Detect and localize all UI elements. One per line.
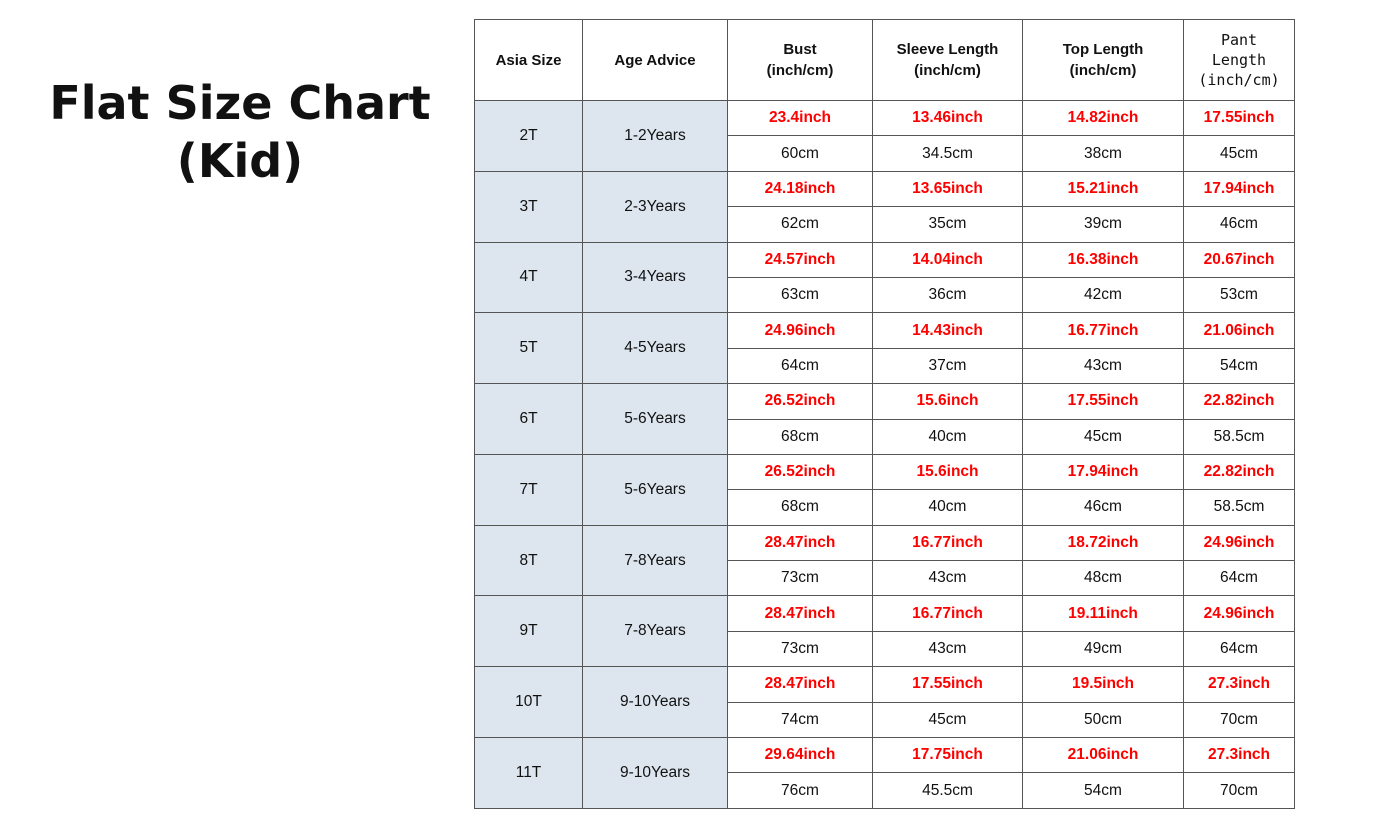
inch-value-cell: 16.77inch [1023,313,1184,348]
age-cell: 3-4Years [583,242,728,313]
inch-value-cell: 18.72inch [1023,525,1184,560]
age-cell: 9-10Years [583,667,728,738]
cm-value-cell: 68cm [728,419,873,454]
inch-value-cell: 21.06inch [1184,313,1295,348]
inch-value-cell: 19.11inch [1023,596,1184,631]
inch-value-cell: 24.96inch [1184,596,1295,631]
age-cell: 5-6Years [583,454,728,525]
table-row-inch [475,313,1295,348]
inch-value-cell: 17.94inch [1184,171,1295,206]
cm-value-cell: 54cm [1184,348,1295,383]
cm-value-cell: 48cm [1023,561,1184,596]
cm-value-cell: 43cm [873,631,1023,666]
cm-value-cell: 63cm [728,277,873,312]
size-cell: 11T [475,738,583,809]
inch-value-cell: 17.75inch [873,738,1023,773]
header-row [475,20,1295,101]
page-title [40,74,440,190]
cm-value-cell: 70cm [1184,702,1295,737]
cm-value-cell: 64cm [728,348,873,383]
size-cell: 3T [475,171,583,242]
inch-value-cell: 28.47inch [728,596,873,631]
inch-value-cell: 13.46inch [873,101,1023,136]
cm-value-cell: 54cm [1023,773,1184,808]
size-cell: 2T [475,101,583,172]
inch-value-cell: 24.57inch [728,242,873,277]
cm-value-cell: 50cm [1023,702,1184,737]
cm-value-cell: 40cm [873,490,1023,525]
age-cell: 7-8Years [583,596,728,667]
inch-value-cell: 17.94inch [1023,454,1184,489]
cm-value-cell: 76cm [728,773,873,808]
size-cell: 4T [475,242,583,313]
cm-value-cell: 73cm [728,561,873,596]
table-row-inch [475,667,1295,702]
cm-value-cell: 62cm [728,207,873,242]
cm-value-cell: 37cm [873,348,1023,383]
cm-value-cell: 68cm [728,490,873,525]
cm-value-cell: 43cm [1023,348,1184,383]
cm-value-cell: 39cm [1023,207,1184,242]
inch-value-cell: 23.4inch [728,101,873,136]
inch-value-cell: 17.55inch [1023,384,1184,419]
inch-value-cell: 28.47inch [728,667,873,702]
header-bust: Bust (inch/cm) [728,20,873,101]
inch-value-cell: 29.64inch [728,738,873,773]
header-pant-length: Pant Length (inch/cm) [1184,20,1295,101]
cm-value-cell: 49cm [1023,631,1184,666]
table-row-inch [475,738,1295,773]
size-chart-table [474,19,1295,809]
cm-value-cell: 73cm [728,631,873,666]
inch-value-cell: 17.55inch [1184,101,1295,136]
header-asia-size: Asia Size [475,20,583,101]
cm-value-cell: 45cm [873,702,1023,737]
age-cell: 4-5Years [583,313,728,384]
inch-value-cell: 17.55inch [873,667,1023,702]
title-line-1: Flat Size Chart [49,76,431,130]
table-body [475,101,1295,809]
inch-value-cell: 14.82inch [1023,101,1184,136]
inch-value-cell: 16.38inch [1023,242,1184,277]
cm-value-cell: 46cm [1184,207,1295,242]
inch-value-cell: 26.52inch [728,384,873,419]
inch-value-cell: 15.21inch [1023,171,1184,206]
cm-value-cell: 64cm [1184,561,1295,596]
age-cell: 2-3Years [583,171,728,242]
cm-value-cell: 46cm [1023,490,1184,525]
size-cell: 6T [475,384,583,455]
inch-value-cell: 16.77inch [873,525,1023,560]
size-cell: 9T [475,596,583,667]
inch-value-cell: 19.5inch [1023,667,1184,702]
inch-value-cell: 13.65inch [873,171,1023,206]
cm-value-cell: 58.5cm [1184,419,1295,454]
size-cell: 10T [475,667,583,738]
cm-value-cell: 53cm [1184,277,1295,312]
table-row-inch [475,101,1295,136]
inch-value-cell: 24.96inch [728,313,873,348]
inch-value-cell: 20.67inch [1184,242,1295,277]
inch-value-cell: 27.3inch [1184,738,1295,773]
table-row-inch [475,454,1295,489]
inch-value-cell: 27.3inch [1184,667,1295,702]
table-row-inch [475,525,1295,560]
header-age-advice: Age Advice [583,20,728,101]
cm-value-cell: 70cm [1184,773,1295,808]
table-row-inch [475,171,1295,206]
cm-value-cell: 35cm [873,207,1023,242]
cm-value-cell: 38cm [1023,136,1184,171]
inch-value-cell: 14.43inch [873,313,1023,348]
inch-value-cell: 26.52inch [728,454,873,489]
inch-value-cell: 22.82inch [1184,384,1295,419]
cm-value-cell: 45.5cm [873,773,1023,808]
age-cell: 5-6Years [583,384,728,455]
inch-value-cell: 24.18inch [728,171,873,206]
inch-value-cell: 14.04inch [873,242,1023,277]
inch-value-cell: 28.47inch [728,525,873,560]
cm-value-cell: 42cm [1023,277,1184,312]
header-sleeve-length: Sleeve Length (inch/cm) [873,20,1023,101]
header-top-length: Top Length (inch/cm) [1023,20,1184,101]
cm-value-cell: 43cm [873,561,1023,596]
inch-value-cell: 21.06inch [1023,738,1184,773]
title-line-2: (Kid) [176,134,304,188]
age-cell: 9-10Years [583,738,728,809]
size-cell: 5T [475,313,583,384]
table-row-inch [475,384,1295,419]
inch-value-cell: 22.82inch [1184,454,1295,489]
age-cell: 1-2Years [583,101,728,172]
cm-value-cell: 58.5cm [1184,490,1295,525]
cm-value-cell: 40cm [873,419,1023,454]
cm-value-cell: 34.5cm [873,136,1023,171]
inch-value-cell: 15.6inch [873,384,1023,419]
cm-value-cell: 64cm [1184,631,1295,666]
size-cell: 8T [475,525,583,596]
inch-value-cell: 15.6inch [873,454,1023,489]
cm-value-cell: 45cm [1184,136,1295,171]
cm-value-cell: 36cm [873,277,1023,312]
size-cell: 7T [475,454,583,525]
cm-value-cell: 74cm [728,702,873,737]
cm-value-cell: 45cm [1023,419,1184,454]
cm-value-cell: 60cm [728,136,873,171]
table-row-inch [475,596,1295,631]
age-cell: 7-8Years [583,525,728,596]
inch-value-cell: 16.77inch [873,596,1023,631]
inch-value-cell: 24.96inch [1184,525,1295,560]
table-row-inch [475,242,1295,277]
